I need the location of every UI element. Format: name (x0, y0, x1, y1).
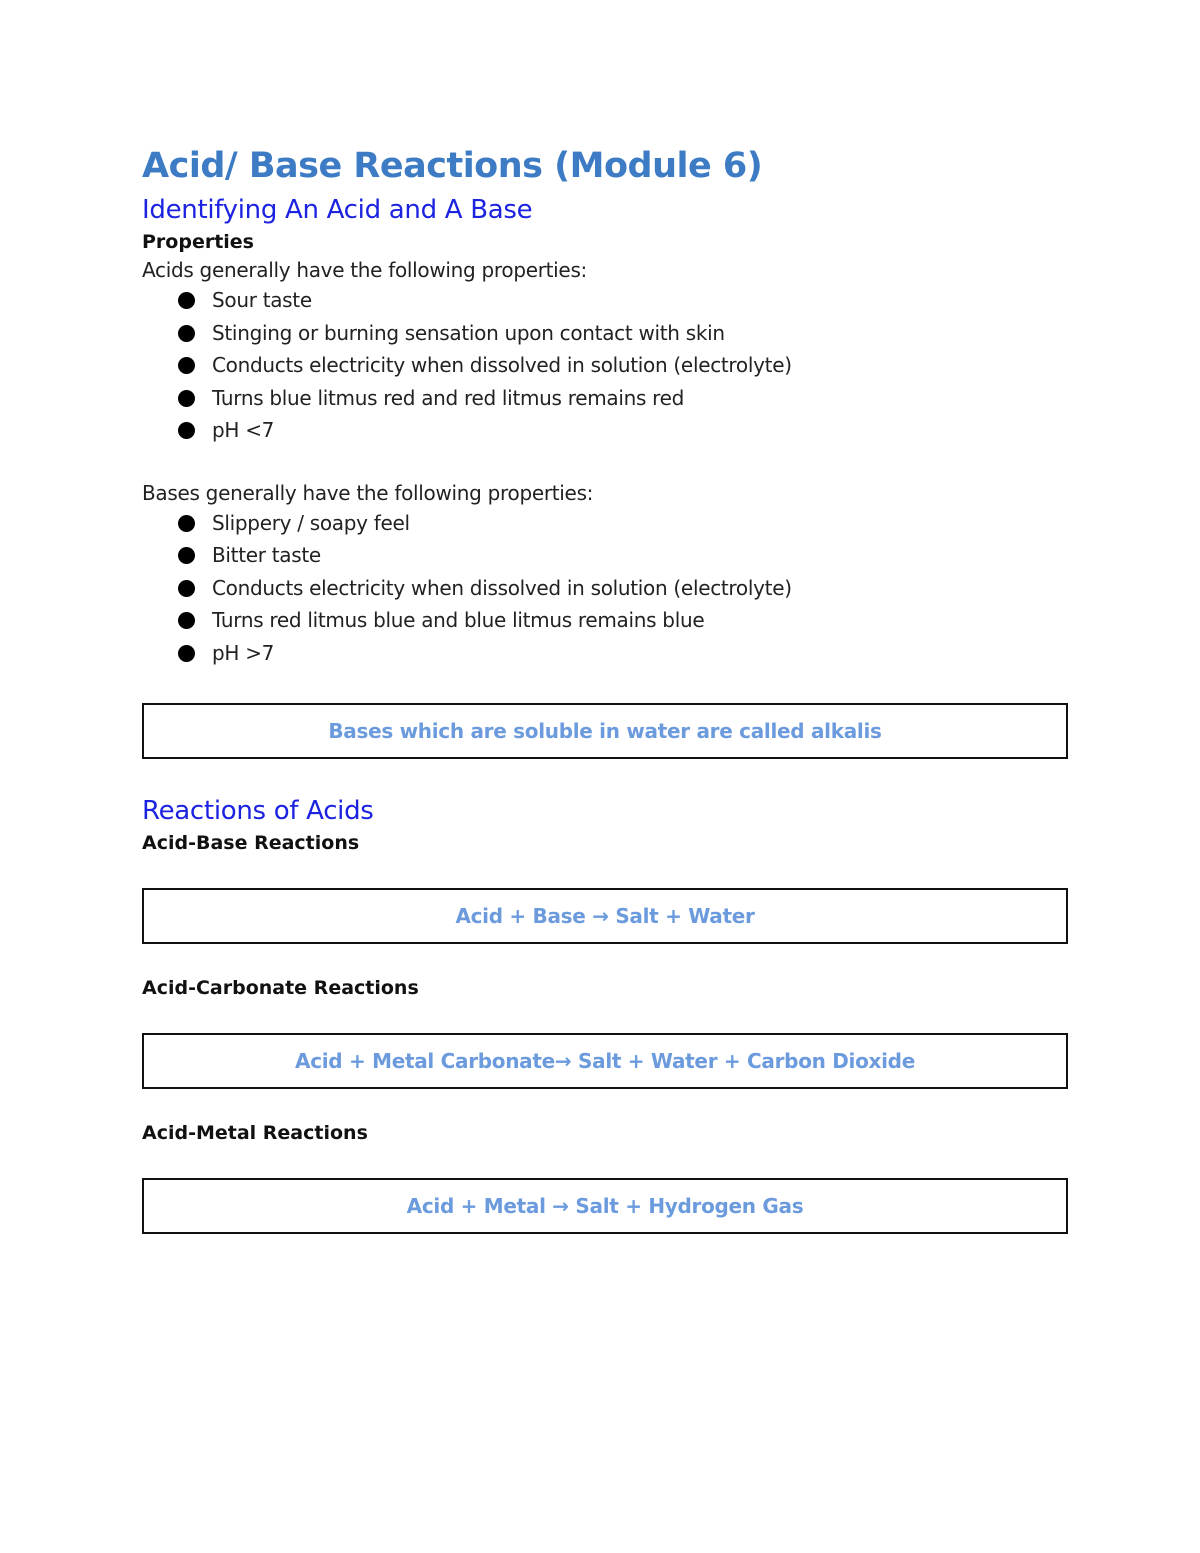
bullet-icon (178, 612, 195, 629)
acids-intro: Acids generally have the following properties: (142, 258, 587, 282)
section-heading-identifying: Identifying An Acid and A Base (142, 195, 533, 225)
list-item (178, 317, 1068, 350)
list-item (178, 414, 1068, 447)
list-item (178, 637, 1068, 670)
list-item-text: Turns blue litmus red and red litmus remains red (212, 385, 685, 410)
acid-metal-label: Acid-Metal Reactions (142, 1122, 368, 1144)
list-item-text: Sour taste (212, 288, 312, 312)
list-item-text: Stinging or burning sensation upon contact with skin (212, 320, 725, 345)
list-item-text: Slippery / soapy feel (212, 510, 410, 535)
bullet-icon (178, 580, 195, 597)
spacer (142, 447, 1068, 479)
spacer (142, 759, 1068, 793)
bases-intro: Bases generally have the following properties: (142, 480, 594, 505)
list-item-text: pH >7 (212, 640, 275, 665)
list-item-text: pH <7 (212, 418, 275, 442)
bullet-icon (178, 325, 195, 342)
properties-label: Properties (142, 231, 254, 253)
acid-properties-list (142, 284, 1068, 447)
acid-carbonate-label: Acid-Carbonate Reactions (142, 977, 419, 999)
document-title: Acid/ Base Reactions (Module 6) (142, 146, 763, 186)
list-item (178, 349, 1068, 382)
alkali-note-box: Bases which are soluble in water are called alkalis (142, 703, 1068, 759)
list-item (178, 604, 1068, 637)
spacer (142, 1147, 1068, 1178)
spacer (142, 1002, 1068, 1033)
acid-base-equation-box: Acid + Base → Salt + Water (142, 888, 1068, 944)
list-item-text: Conducts electricity when dissolved in solution (electrolyte) (212, 575, 792, 600)
spacer (142, 669, 1068, 703)
bullet-icon (178, 547, 195, 564)
list-item-text: Bitter taste (212, 543, 321, 567)
acid-base-label: Acid-Base Reactions (142, 832, 360, 854)
spacer (142, 1089, 1068, 1119)
spacer (142, 944, 1068, 974)
list-item (178, 382, 1068, 415)
bullet-icon (178, 422, 195, 439)
acid-carbonate-equation-box: Acid + Metal Carbonate→ Salt + Water + Carbon Dioxide (142, 1033, 1068, 1089)
list-item-text: Turns red litmus blue and blue litmus remains blue (212, 608, 705, 632)
list-item-text: Conducts electricity when dissolved in solution (electrolyte) (212, 353, 792, 377)
bullet-icon (178, 357, 195, 374)
list-item (178, 572, 1068, 605)
spacer (142, 857, 1068, 888)
document-page (142, 140, 1068, 1234)
bullet-icon (178, 515, 195, 532)
bullet-icon (178, 645, 195, 662)
bullet-icon (178, 390, 195, 407)
acid-metal-equation-box: Acid + Metal → Salt + Hydrogen Gas (142, 1178, 1068, 1234)
section-heading-reactions: Reactions of Acids (142, 796, 374, 826)
base-properties-list (142, 507, 1068, 670)
list-item (178, 507, 1068, 540)
list-item (178, 539, 1068, 572)
bullet-icon (178, 292, 195, 309)
list-item (178, 284, 1068, 317)
